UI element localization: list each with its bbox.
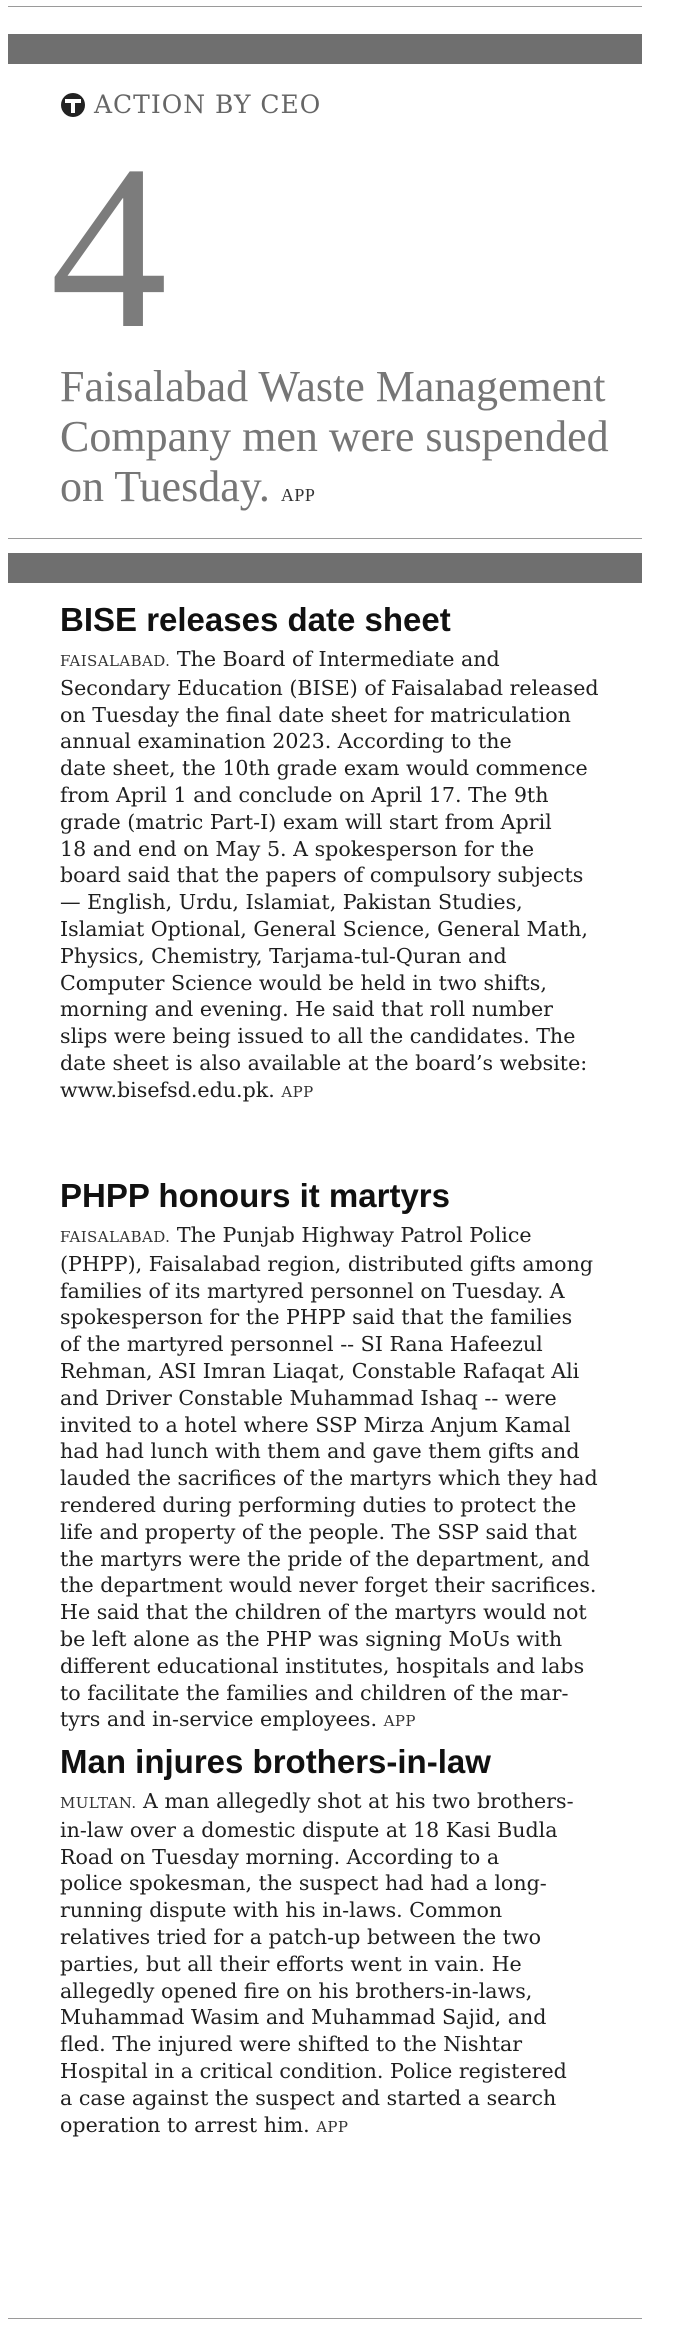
story-headline: Man injures brothers-in-law — [60, 1743, 491, 1780]
mid-divider — [8, 538, 642, 539]
story-agency: APP — [281, 1082, 314, 1101]
section-bar-middle — [8, 553, 642, 583]
highlight-sentence: Faisalabad Waste Management Company men were suspended on Tuesday. — [60, 362, 609, 511]
story-body — [60, 1788, 640, 2140]
highlight-credit: APP — [280, 485, 316, 505]
brand-t-icon — [60, 92, 86, 118]
story-text: The Punjab Highway Patrol Police (PHPP), Faisalabad region, distributed gifts among families of its martyred personnel on Tuesday. A spokesperson for the PHPP said that the families of the martyred personnel -- SI Rana Hafeezul Rehman, ASI Imran Liaqat, Constable Rafaqat Ali and Driver Constable Muhammad Ishaq -- were invited to a hotel where SSP Mirza Anjum Kamal had had lunch with them and gave them gifts and lauded the sacrifices of the martyrs which they had rendered during performing duties to protect the life and property of the people. The SSP said that the martyrs were the pride of the department, and the department would never forget their sacrifices. He said that the children of the martyrs would not be left alone as the PHP was signing MoUs with different educational institutes, hospitals and labs to facilitate the families and children of the mar- tyrs and in-service employees. — [60, 1223, 598, 1732]
story-body — [60, 1222, 640, 1735]
bottom-divider — [8, 2318, 642, 2319]
story-agency: APP — [383, 1712, 416, 1731]
story-headline: PHPP honours it martyrs — [60, 1177, 450, 1214]
story-dateline: FAISALABAD. — [60, 652, 171, 670]
story-body — [60, 646, 640, 1106]
story-headline: BISE releases date sheet — [60, 601, 451, 638]
story-text: The Board of Intermediate and Secondary Education (BISE) of Faisalabad released on Tuesday the final date sheet for matriculation annual examination 2023. According to the date sheet, the 10th grade exam would commence from April 1 and conclude on April 17. The 9th grade (matric Part-I) exam will start from April 18 and end on May 5. A spokesperson for the board said that the papers of compulsory subjects — English, Urdu, Islamiat, Pakistan Studies, Islamiat Optional, General Science, General Math, Physics, Chemistry, Tarjama-tul-Quran and Computer Science would be held in two shifts, morning and evening. He said that roll number slips were being issued to all the candidates. The date sheet is also available at the board’s website: www.bisefsd.edu.pk. — [60, 647, 599, 1102]
story-phpp — [60, 1176, 640, 1735]
story-bise — [60, 600, 640, 1106]
section-bar-top — [8, 34, 642, 64]
story-multan — [60, 1742, 640, 2140]
highlight-number: 4 — [50, 117, 168, 377]
story-dateline: FAISALABAD. — [60, 1228, 171, 1246]
story-text: A man allegedly shot at his two brothers- in-law over a domestic dispute at 18 Kasi Budla Road on Tuesday morning. According to a police spokesman, the suspect had had a long- running dispute with his in-laws. Common relatives tried for a patch-up between the two parties, but all their efforts went in vain. He allegedly opened fire on his brothers-in-laws, Muhammad Wasim and Muhammad Sajid, and fled. The injured were shifted to the Nishtar Hospital in a critical condition. Police registered a case against the suspect and started a search operation to arrest him. — [60, 1789, 574, 2137]
highlight-text — [60, 362, 650, 520]
top-divider — [8, 6, 642, 7]
kicker-label: ACTION BY CEO — [94, 90, 322, 119]
story-agency: APP — [316, 2117, 349, 2136]
kicker — [60, 90, 321, 119]
story-dateline: MULTAN. — [60, 1794, 137, 1812]
